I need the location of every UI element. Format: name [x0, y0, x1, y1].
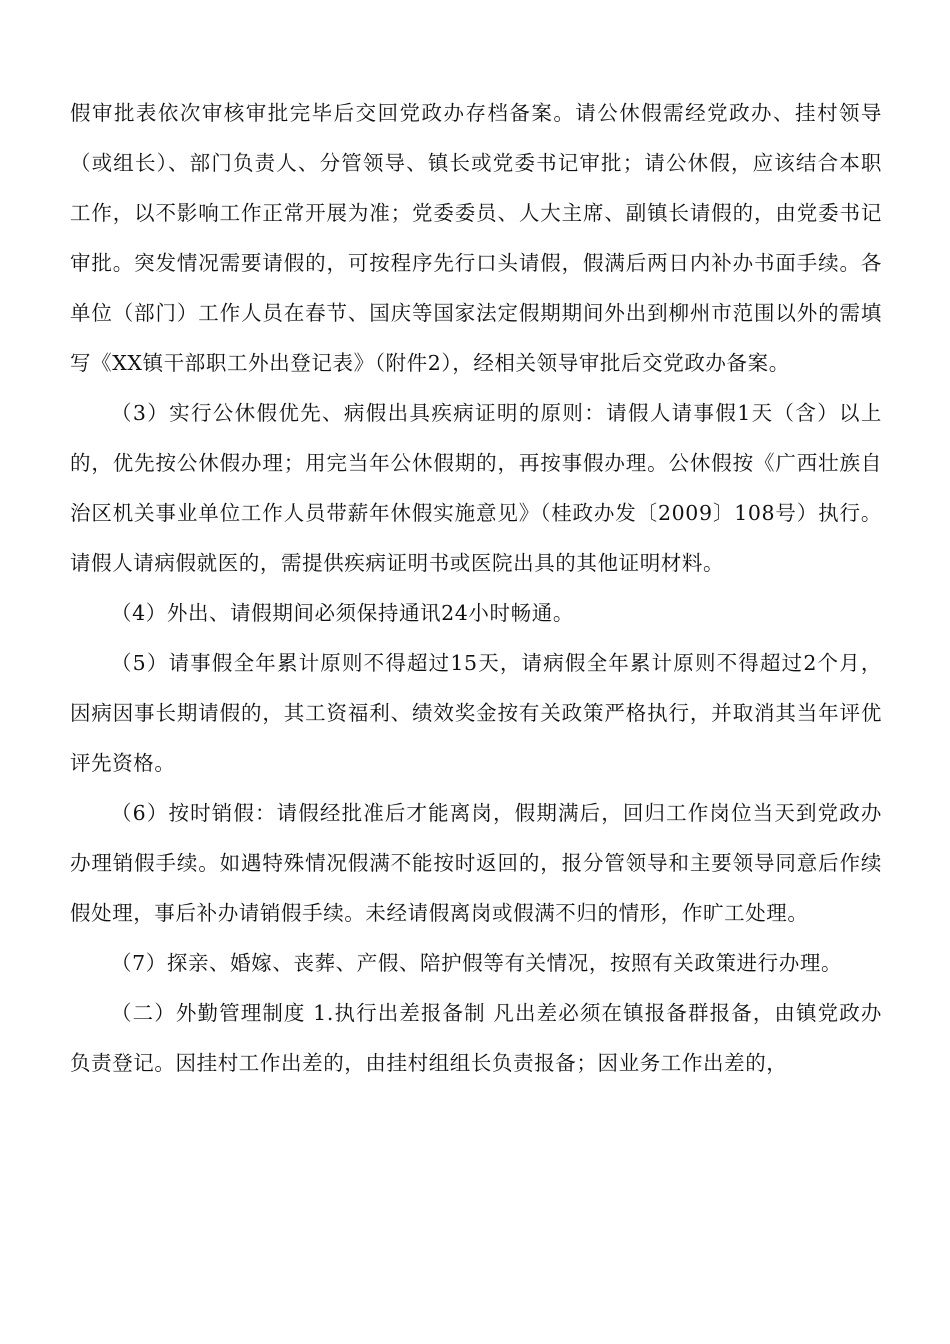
paragraph-continuation: 假审批表依次审核审批完毕后交回党政办存档备案。请公休假需经党政办、挂村领导（或组长）、部门负责人、分管领导、镇长或党委书记审批；请公休假，应该结合本职工作，以不影响工作正常开展为准；党委委员、人大主席、副镇长请假的，由党委书记审批。突发情况需要请假的，可按程序先行口头请假，假满后两日内补办书面手续。各单位（部门）工作人员在春节、国庆等国家法定假期期间外出到柳州市范围以外的需填写《XX镇干部职工外出登记表》（附件2），经相关领导审批后交党政办备案。: [70, 101, 882, 375]
paragraph-item-4: （4）外出、请假期间必须保持通讯24小时畅通。: [111, 601, 574, 625]
paragraph-item-5: （5）请事假全年累计原则不得超过15天，请病假全年累计原则不得超过2个月，因病因事长期请假的，其工资福利、绩效奖金按有关政策严格执行，并取消其当年评优评先资格。: [70, 651, 882, 775]
paragraph-section-2: （二）外勤管理制度 1.执行出差报备制 凡出差必须在镇报备群报备，由镇党政办负责登记。因挂村工作出差的，由挂村组组长负责报备；因业务工作出差的，: [70, 1001, 882, 1075]
paragraph-item-7: （7）探亲、婚嫁、丧葬、产假、陪护假等有关情况，按照有关政策进行办理。: [111, 951, 843, 975]
paragraph-item-3: （3）实行公休假优先、病假出具疾病证明的原则：请假人请事假1天（含）以上的，优先按公休假办理；用完当年公休假期的，再按事假办理。公休假按《广西壮族自治区机关事业单位工作人员带薪年休假实施意见》（桂政办发〔2009〕108号）执行。请假人请病假就医的，需提供疾病证明书或医院出具的其他证明材料。: [70, 401, 882, 575]
paragraph-item-6: （6）按时销假：请假经批准后才能离岗，假期满后，回归工作岗位当天到党政办办理销假手续。如遇特殊情况假满不能按时返回的，报分管领导和主要领导同意后作续假处理，事后补办请销假手续。未经请假离岗或假满不归的情形，作旷工处理。: [70, 801, 882, 925]
document-body: [70, 88, 882, 1088]
